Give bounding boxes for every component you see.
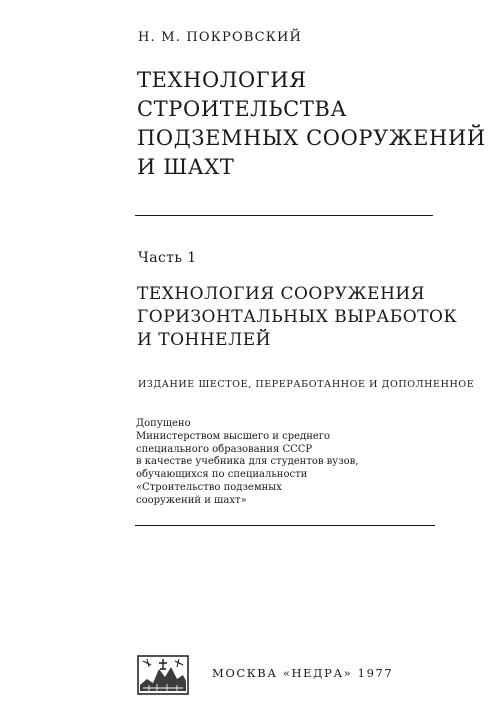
approval-line: специального образования СССР [136,443,313,455]
part-title-line: ТЕХНОЛОГИЯ СООРУЖЕНИЯ [137,284,425,304]
author-name: Н. М. ПОКРОВСКИЙ [138,30,303,45]
book-title-line: И ШАХТ [137,155,235,179]
approval-note [136,418,456,508]
book-title-line: СТРОИТЕЛЬСТВА [137,97,347,121]
book-title [137,66,486,182]
book-title-line: ТЕХНОЛОГИЯ [137,68,307,92]
book-title-line: ПОДЗЕМНЫХ СООРУЖЕНИЙ [137,126,486,150]
approval-line: обучающихся по специальности [136,469,308,481]
part-title-line: И ТОННЕЛЕЙ [137,330,271,350]
approval-line: Министерством высшего и среднего [136,430,331,442]
part-title-line: ГОРИЗОНТАЛЬНЫХ ВЫРАБОТОК [137,307,458,327]
approval-line: Допущено [136,418,191,429]
publisher-imprint: МОСКВА «НЕДРА» 1977 [212,666,394,680]
part-title [137,283,477,352]
approval-line: в качестве учебника для студентов вузов, [136,456,359,468]
approval-line: сооружений и шахт» [136,494,247,506]
edition-note: ИЗДАНИЕ ШЕСТОЕ, ПЕРЕРАБОТАННОЕ И ДОПОЛНЕННОЕ [138,379,475,390]
part-label: Часть 1 [138,250,197,266]
bottom-divider [135,525,435,526]
publisher-emblem-icon [137,655,189,695]
approval-line: «Строительство подземных [136,481,282,493]
top-divider [135,215,433,216]
